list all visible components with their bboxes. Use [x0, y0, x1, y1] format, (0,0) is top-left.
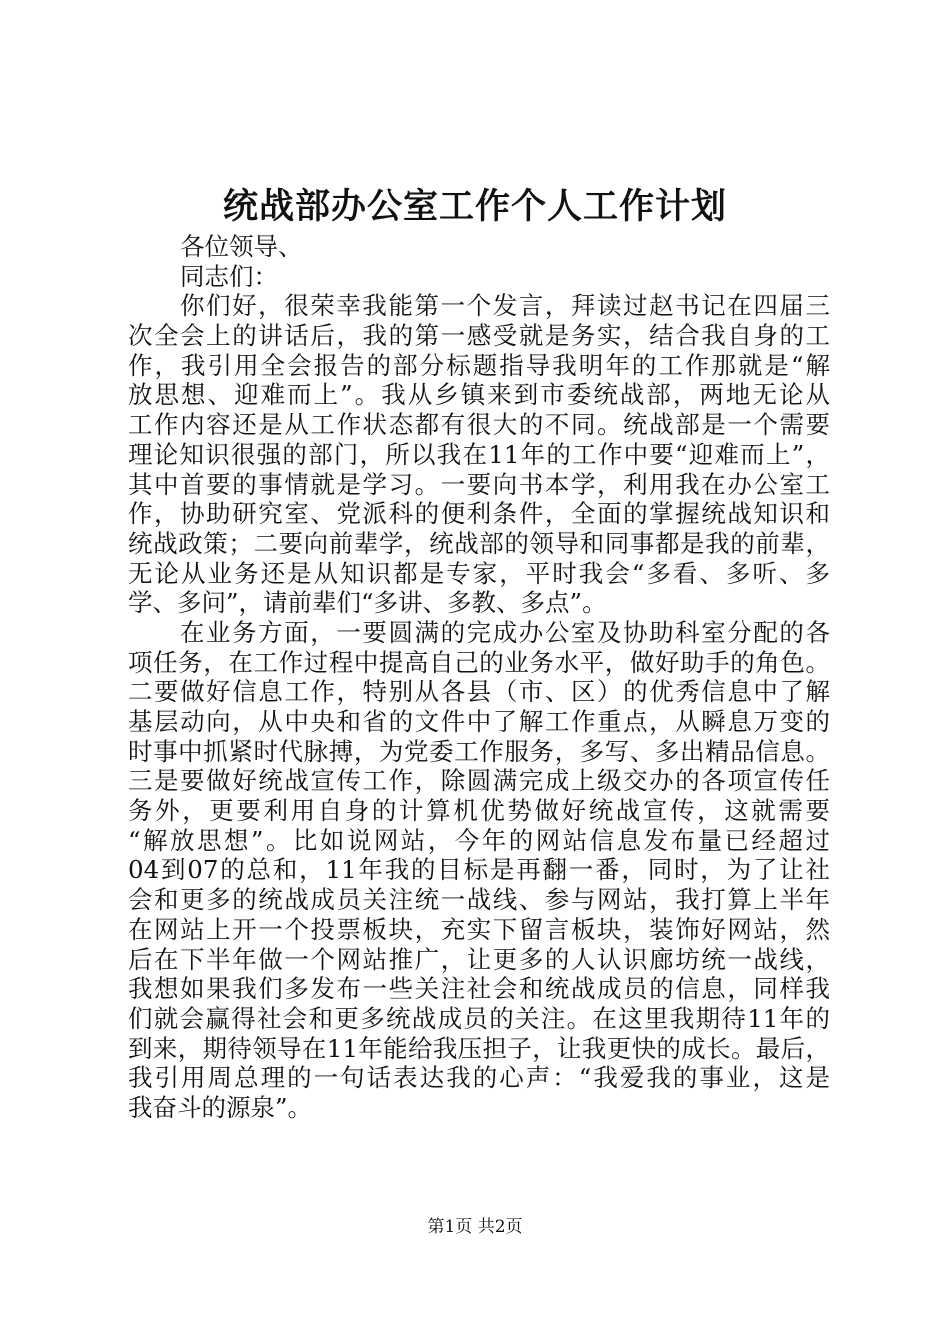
text-line: 我引用周总理的一句话表达我的心声：“我爱我的事业，这是 — [128, 1063, 830, 1093]
text-line: 到来，期待领导在11年能给我压担子，让我更快的成长。最后， — [128, 1033, 830, 1063]
text-line: 理论知识很强的部门，所以我在11年的工作中要“迎难而上”， — [128, 439, 830, 469]
text-line: 们就会赢得社会和更多统战成员的关注。在这里我期待11年的 — [128, 1003, 830, 1033]
text-line: 作，我引用全会报告的部分标题指导我明年的工作那就是“解 — [128, 350, 830, 380]
text-line: 你们好，很荣幸我能第一个发言，拜读过赵书记在四届三 — [180, 291, 830, 321]
text-line: 作，协助研究室、党派科的便利条件，全面的掌握统战知识和 — [128, 499, 830, 529]
page-footer: 第1页 共2页 — [427, 1217, 523, 1237]
text-line: 统战政策；二要向前辈学，统战部的领导和同事都是我的前辈， — [128, 528, 830, 558]
text-line: 我想如果我们多发布一些关注社会和统战成员的信息，同样我 — [128, 974, 830, 1004]
text-line: 同志们： — [180, 261, 278, 291]
text-line: 项任务，在工作过程中提高自己的业务水平，做好助手的角色。 — [128, 647, 830, 677]
text-line: 会和更多的统战成员关注统一战线、参与网站，我打算上半年 — [128, 885, 830, 915]
text-line: 在网站上开一个投票板块，充实下留言板块，装饰好网站，然 — [128, 914, 830, 944]
text-line: 无论从业务还是从知识都是专家，平时我会“多看、多听、多 — [128, 558, 830, 588]
text-line: “解放思想”。比如说网站，今年的网站信息发布量已经超过 — [128, 825, 830, 855]
text-line: 务外，更要利用自身的计算机优势做好统战宣传，这就需要 — [128, 796, 830, 826]
text-line: 04到07的总和，11年我的目标是再翻一番，同时，为了让社 — [128, 855, 830, 885]
text-line: 在业务方面，一要圆满的完成办公室及协助科室分配的各 — [180, 617, 830, 647]
text-line: 时事中抓紧时代脉搏，为党委工作服务，多写、多出精品信息。 — [128, 736, 830, 766]
text-line: 基层动向，从中央和省的文件中了解工作重点，从瞬息万变的 — [128, 707, 830, 736]
text-line: 次全会上的讲话后，我的第一感受就是务实，结合我自身的工 — [128, 321, 830, 351]
document-title: 统战部办公室工作个人工作计划 — [222, 186, 727, 227]
text-line: 各位领导、 — [180, 232, 303, 261]
text-line: 我奋斗的源泉”。 — [128, 1092, 313, 1122]
document-body — [128, 232, 830, 1123]
text-line: 二要做好信息工作，特别从各县（市、区）的优秀信息中了解 — [128, 677, 830, 707]
text-line: 三是要做好统战宣传工作，除圆满完成上级交办的各项宣传任 — [128, 766, 830, 796]
text-line: 其中首要的事情就是学习。一要向书本学，利用我在办公室工 — [128, 469, 830, 499]
text-line: 学、多问”，请前辈们“多讲、多教、多点”。 — [128, 588, 607, 618]
text-line: 后在下半年做一个网站推广，让更多的人认识廊坊统一战线， — [128, 944, 830, 974]
text-line: 工作内容还是从工作状态都有很大的不同。统战部是一个需要 — [128, 410, 830, 440]
text-line: 放思想、迎难而上”。我从乡镇来到市委统战部，两地无论从 — [128, 380, 830, 410]
